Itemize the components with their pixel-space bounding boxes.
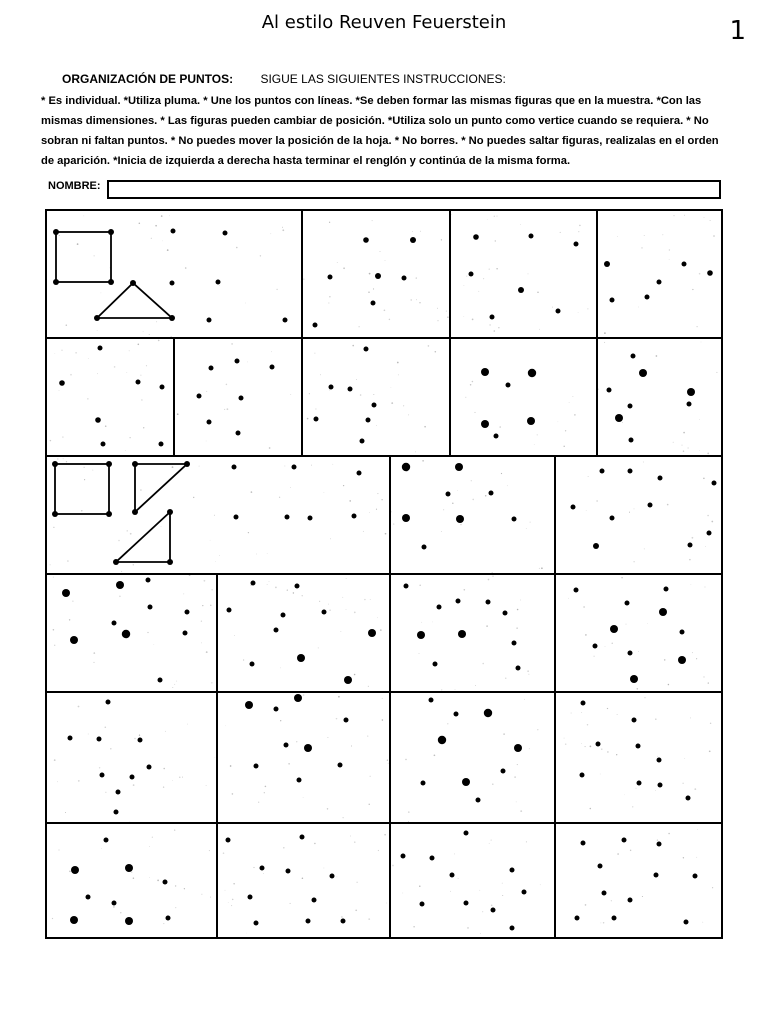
puzzle-dot[interactable] bbox=[125, 917, 133, 925]
puzzle-dot[interactable] bbox=[338, 763, 343, 768]
puzzle-dot[interactable] bbox=[489, 491, 494, 496]
puzzle-dot[interactable] bbox=[138, 738, 143, 743]
puzzle-dot[interactable] bbox=[516, 666, 521, 671]
puzzle-dot[interactable] bbox=[368, 629, 376, 637]
puzzle-dot[interactable] bbox=[707, 531, 712, 536]
puzzle-dot[interactable] bbox=[512, 641, 517, 646]
puzzle-dot[interactable] bbox=[462, 778, 470, 786]
puzzle-dot[interactable] bbox=[528, 369, 536, 377]
puzzle-dot[interactable] bbox=[352, 514, 357, 519]
puzzle-dot[interactable] bbox=[148, 605, 153, 610]
puzzle-dot[interactable] bbox=[112, 621, 117, 626]
puzzle-dot[interactable] bbox=[678, 656, 686, 664]
puzzle-dot[interactable] bbox=[574, 588, 579, 593]
puzzle-dot[interactable] bbox=[430, 856, 435, 861]
puzzle-dot[interactable] bbox=[421, 781, 426, 786]
puzzle-dot[interactable] bbox=[285, 515, 290, 520]
puzzle-dot[interactable] bbox=[308, 516, 313, 521]
puzzle-dot[interactable] bbox=[251, 581, 256, 586]
puzzle-dot[interactable] bbox=[314, 417, 319, 422]
puzzle-dot[interactable] bbox=[658, 783, 663, 788]
puzzle-dot[interactable] bbox=[628, 469, 633, 474]
puzzle-dot[interactable] bbox=[197, 394, 202, 399]
puzzle-dot[interactable] bbox=[363, 237, 369, 243]
puzzle-dot[interactable] bbox=[223, 231, 228, 236]
puzzle-dot[interactable] bbox=[304, 744, 312, 752]
puzzle-dot[interactable] bbox=[510, 926, 515, 931]
exercise-title: ORGANIZACIÓN DE PUNTOS: bbox=[62, 72, 234, 86]
puzzle-dot[interactable] bbox=[401, 854, 406, 859]
sample-triangle-3 bbox=[116, 512, 170, 562]
puzzle-dot[interactable] bbox=[593, 644, 598, 649]
puzzle-dot[interactable] bbox=[657, 758, 662, 763]
name-label: NOMBRE: bbox=[48, 180, 101, 192]
puzzle-dot[interactable] bbox=[456, 599, 461, 604]
puzzle-dot[interactable] bbox=[232, 465, 237, 470]
puzzle-dot[interactable] bbox=[631, 354, 636, 359]
puzzle-dot[interactable] bbox=[250, 662, 255, 667]
sample-triangle-1 bbox=[97, 283, 172, 318]
puzzle-dot[interactable] bbox=[684, 920, 689, 925]
puzzle-dot[interactable] bbox=[615, 414, 623, 422]
puzzle-dot[interactable] bbox=[254, 764, 259, 769]
puzzle-dot[interactable] bbox=[581, 841, 586, 846]
puzzle-dot[interactable] bbox=[371, 301, 376, 306]
puzzle-dot[interactable] bbox=[571, 505, 576, 510]
puzzle-dot[interactable] bbox=[410, 237, 416, 243]
puzzle-dot[interactable] bbox=[404, 584, 409, 589]
puzzle-dot[interactable] bbox=[506, 383, 511, 388]
puzzle-dot[interactable] bbox=[612, 916, 617, 921]
puzzle-dot[interactable] bbox=[330, 874, 335, 879]
puzzle-dot[interactable] bbox=[491, 908, 496, 913]
puzzle-dot[interactable] bbox=[130, 775, 135, 780]
puzzle-dot[interactable] bbox=[433, 662, 438, 667]
puzzle-dot[interactable] bbox=[297, 654, 305, 662]
puzzle-dot[interactable] bbox=[160, 385, 165, 390]
puzzle-dot[interactable] bbox=[598, 864, 603, 869]
puzzle-dot[interactable] bbox=[207, 318, 212, 323]
puzzle-dot[interactable] bbox=[610, 625, 618, 633]
puzzle-dot[interactable] bbox=[556, 309, 561, 314]
puzzle-dot[interactable] bbox=[116, 790, 121, 795]
puzzle-dot[interactable] bbox=[574, 242, 579, 247]
puzzle-dot[interactable] bbox=[625, 601, 630, 606]
puzzle-dot[interactable] bbox=[300, 835, 305, 840]
puzzle-dot[interactable] bbox=[501, 769, 506, 774]
puzzle-dot[interactable] bbox=[344, 676, 352, 684]
puzzle-dot[interactable] bbox=[581, 701, 586, 706]
puzzle-dot[interactable] bbox=[116, 581, 124, 589]
puzzle-dot[interactable] bbox=[607, 388, 612, 393]
puzzle-dot[interactable] bbox=[464, 901, 469, 906]
puzzle-dot[interactable] bbox=[486, 600, 491, 605]
puzzle-dot[interactable] bbox=[281, 613, 286, 618]
instructions-text: * Es individual. *Utiliza pluma. * Une los puntos con líneas. *Se deben formar las mismas figuras que en la muestra. *Con las mismas dimensiones. * Las figuras pueden cambiar de posición. *Utiliza solo un punto como vertice cuando se requiera. * No sobran ni faltan puntos. * No puedes mover la posición de la hoja. * No borres. * No puedes saltar figuras, realizalas en el orden de aparición. *Inicia de izquierda a derecha hasta terminar el renglón y continúa de la misma forma. bbox=[41, 95, 719, 167]
puzzle-dot[interactable] bbox=[360, 439, 365, 444]
exercise-subtitle: SIGUE LAS SIGUIENTES INSTRUCCIONES: bbox=[260, 72, 506, 86]
puzzle-dot[interactable] bbox=[70, 916, 78, 924]
puzzle-dot[interactable] bbox=[329, 385, 334, 390]
puzzle-dot[interactable] bbox=[600, 469, 605, 474]
sample-triangle-2 bbox=[135, 464, 187, 512]
puzzle-dot[interactable] bbox=[248, 895, 253, 900]
puzzle-dot[interactable] bbox=[686, 796, 691, 801]
puzzle-dot[interactable] bbox=[245, 701, 253, 709]
puzzle-dot[interactable] bbox=[687, 388, 695, 396]
puzzle-dot[interactable] bbox=[235, 359, 240, 364]
puzzle-dot[interactable] bbox=[682, 262, 687, 267]
puzzle-dot[interactable] bbox=[527, 417, 535, 425]
puzzle-dot[interactable] bbox=[417, 631, 425, 639]
puzzle-dot[interactable] bbox=[636, 744, 641, 749]
puzzle-dot[interactable] bbox=[286, 869, 291, 874]
puzzle-dot[interactable] bbox=[313, 323, 318, 328]
puzzle-dot[interactable] bbox=[402, 276, 407, 281]
page-number: 1 bbox=[729, 16, 746, 46]
puzzle-dots[interactable] bbox=[59, 229, 716, 931]
puzzle-dot[interactable] bbox=[628, 404, 633, 409]
grid-lines bbox=[46, 210, 722, 938]
puzzle-dot[interactable] bbox=[312, 898, 317, 903]
puzzle-dot[interactable] bbox=[503, 611, 508, 616]
puzzle-dot[interactable] bbox=[632, 718, 637, 723]
puzzle-dot[interactable] bbox=[366, 418, 371, 423]
puzzle-dot[interactable] bbox=[95, 417, 101, 423]
puzzle-dot[interactable] bbox=[292, 465, 297, 470]
puzzle-dot[interactable] bbox=[207, 420, 212, 425]
puzzle-dot[interactable] bbox=[484, 709, 492, 717]
puzzle-dot[interactable] bbox=[297, 778, 302, 783]
puzzle-dot[interactable] bbox=[274, 628, 279, 633]
puzzle-dot[interactable] bbox=[62, 589, 70, 597]
puzzle-dot[interactable] bbox=[283, 318, 288, 323]
puzzle-dot[interactable] bbox=[688, 543, 693, 548]
puzzle-dot[interactable] bbox=[328, 275, 333, 280]
puzzle-dot[interactable] bbox=[59, 380, 65, 386]
puzzle-dot[interactable] bbox=[122, 630, 130, 638]
puzzle-dot[interactable] bbox=[68, 736, 73, 741]
puzzle-dot[interactable] bbox=[344, 718, 349, 723]
puzzle-dot[interactable] bbox=[518, 287, 524, 293]
puzzle-dot[interactable] bbox=[71, 866, 79, 874]
puzzle-dot[interactable] bbox=[114, 810, 119, 815]
puzzle-dot[interactable] bbox=[654, 873, 659, 878]
puzzle-dot[interactable] bbox=[146, 578, 151, 583]
puzzle-dot[interactable] bbox=[575, 916, 580, 921]
puzzle-dot[interactable] bbox=[645, 295, 650, 300]
page-title: Al estilo Reuven Feuerstein bbox=[261, 12, 507, 33]
puzzle-dot[interactable] bbox=[693, 874, 698, 879]
sample-square-2 bbox=[55, 464, 109, 514]
puzzle-dot[interactable] bbox=[227, 608, 232, 613]
puzzle-dot[interactable] bbox=[687, 402, 692, 407]
puzzle-dot[interactable] bbox=[658, 476, 663, 481]
puzzle-dot[interactable] bbox=[494, 434, 499, 439]
puzzle-dot[interactable] bbox=[402, 463, 410, 471]
puzzle-dot[interactable] bbox=[260, 866, 265, 871]
puzzle-dot[interactable] bbox=[209, 366, 214, 371]
puzzle-dot[interactable] bbox=[348, 387, 353, 392]
puzzle-dot[interactable] bbox=[216, 280, 221, 285]
puzzle-dot[interactable] bbox=[98, 346, 103, 351]
puzzle-dot[interactable] bbox=[481, 368, 489, 376]
puzzle-dot[interactable] bbox=[270, 365, 275, 370]
puzzle-dot[interactable] bbox=[628, 898, 633, 903]
puzzle-dot[interactable] bbox=[341, 919, 346, 924]
puzzle-dot[interactable] bbox=[106, 700, 111, 705]
puzzle-dot[interactable] bbox=[454, 712, 459, 717]
puzzle-dot[interactable] bbox=[163, 880, 168, 885]
puzzle-dot[interactable] bbox=[512, 517, 517, 522]
puzzle-dot[interactable] bbox=[185, 610, 190, 615]
puzzle-dot[interactable] bbox=[306, 919, 311, 924]
puzzle-dot[interactable] bbox=[70, 636, 78, 644]
puzzle-dot[interactable] bbox=[604, 261, 610, 267]
puzzle-dot[interactable] bbox=[629, 438, 634, 443]
puzzle-dot[interactable] bbox=[97, 737, 102, 742]
puzzle-dot[interactable] bbox=[707, 270, 713, 276]
puzzle-dot[interactable] bbox=[455, 463, 463, 471]
puzzle-dot[interactable] bbox=[648, 503, 653, 508]
puzzle-dot[interactable] bbox=[171, 229, 176, 234]
puzzle-dot[interactable] bbox=[294, 694, 302, 702]
puzzle-dot[interactable] bbox=[183, 631, 188, 636]
puzzle-dot[interactable] bbox=[580, 773, 585, 778]
puzzle-dot[interactable] bbox=[637, 781, 642, 786]
puzzle-dot[interactable] bbox=[473, 234, 479, 240]
puzzle-dot[interactable] bbox=[456, 515, 464, 523]
puzzle-dot[interactable] bbox=[490, 315, 495, 320]
puzzle-dot[interactable] bbox=[234, 515, 239, 520]
puzzle-dot[interactable] bbox=[438, 736, 446, 744]
puzzle-dot[interactable] bbox=[712, 481, 717, 486]
puzzle-dot[interactable] bbox=[464, 831, 469, 836]
puzzle-dot[interactable] bbox=[610, 516, 615, 521]
puzzle-dot[interactable] bbox=[622, 838, 627, 843]
puzzle-dot[interactable] bbox=[104, 838, 109, 843]
puzzle-dot[interactable] bbox=[422, 545, 427, 550]
puzzle-dot[interactable] bbox=[170, 281, 175, 286]
puzzle-dot[interactable] bbox=[610, 298, 615, 303]
puzzle-dot[interactable] bbox=[596, 742, 601, 747]
puzzle-dot[interactable] bbox=[481, 420, 489, 428]
puzzle-dot[interactable] bbox=[664, 587, 669, 592]
puzzle-dot[interactable] bbox=[429, 698, 434, 703]
puzzle-dot[interactable] bbox=[450, 873, 455, 878]
puzzle-dot[interactable] bbox=[284, 743, 289, 748]
puzzle-dot[interactable] bbox=[166, 916, 171, 921]
puzzle-dot[interactable] bbox=[458, 630, 466, 638]
puzzle-dot[interactable] bbox=[274, 707, 279, 712]
puzzle-dot[interactable] bbox=[680, 630, 685, 635]
puzzle-dot[interactable] bbox=[657, 280, 662, 285]
puzzle-dot[interactable] bbox=[420, 902, 425, 907]
puzzle-dot[interactable] bbox=[158, 678, 163, 683]
puzzle-dot[interactable] bbox=[657, 842, 662, 847]
puzzle-dot[interactable] bbox=[402, 514, 410, 522]
puzzle-dot[interactable] bbox=[147, 765, 152, 770]
puzzle-dot[interactable] bbox=[136, 380, 141, 385]
puzzle-dot[interactable] bbox=[514, 744, 522, 752]
puzzle-dot[interactable] bbox=[239, 396, 244, 401]
puzzle-dot[interactable] bbox=[602, 891, 607, 896]
puzzle-dot[interactable] bbox=[322, 610, 327, 615]
puzzle-dot[interactable] bbox=[295, 584, 300, 589]
puzzle-dot[interactable] bbox=[375, 273, 381, 279]
puzzle-dot[interactable] bbox=[630, 675, 638, 683]
puzzle-dot[interactable] bbox=[593, 543, 599, 549]
puzzle-dot[interactable] bbox=[236, 431, 241, 436]
puzzle-dot[interactable] bbox=[469, 272, 474, 277]
puzzle-dot[interactable] bbox=[476, 798, 481, 803]
puzzle-dot[interactable] bbox=[522, 890, 527, 895]
sample-square-1 bbox=[56, 232, 111, 282]
puzzle-dot[interactable] bbox=[112, 901, 117, 906]
puzzle-dot[interactable] bbox=[125, 864, 133, 872]
puzzle-dot[interactable] bbox=[357, 471, 362, 476]
puzzle-dot[interactable] bbox=[529, 234, 534, 239]
puzzle-dot[interactable] bbox=[639, 369, 647, 377]
puzzle-dot[interactable] bbox=[86, 895, 91, 900]
puzzle-dot[interactable] bbox=[437, 605, 442, 610]
puzzle-dot[interactable] bbox=[446, 492, 451, 497]
puzzle-dot[interactable] bbox=[159, 442, 164, 447]
puzzle-dot[interactable] bbox=[659, 608, 667, 616]
puzzle-dot[interactable] bbox=[510, 868, 515, 873]
puzzle-dot[interactable] bbox=[628, 651, 633, 656]
puzzle-dot[interactable] bbox=[254, 921, 259, 926]
puzzle-dot[interactable] bbox=[372, 403, 377, 408]
puzzle-dot[interactable] bbox=[101, 442, 106, 447]
puzzle-dot[interactable] bbox=[364, 347, 369, 352]
puzzle-dot[interactable] bbox=[100, 773, 105, 778]
puzzle-dot[interactable] bbox=[226, 838, 231, 843]
